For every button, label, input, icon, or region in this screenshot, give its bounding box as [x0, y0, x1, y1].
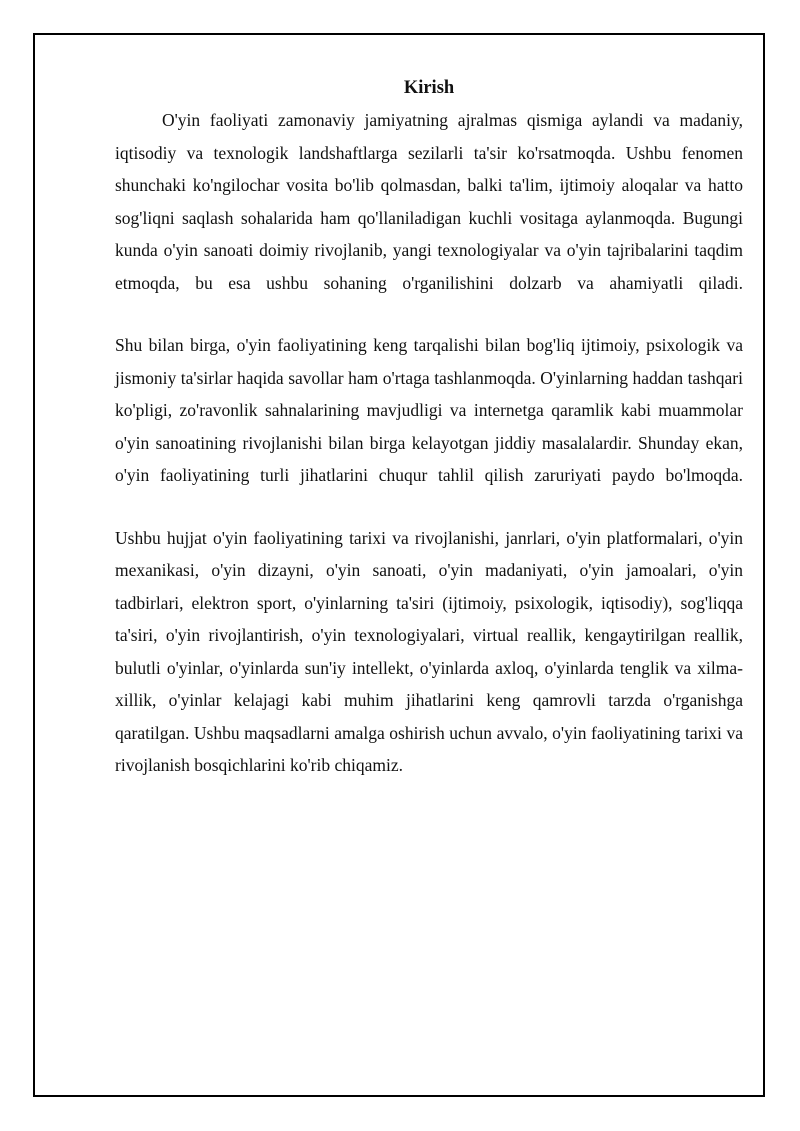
paragraph-gap — [115, 299, 743, 329]
document-title: Kirish — [403, 78, 455, 98]
paragraph-gap — [115, 492, 743, 522]
paragraph-scope: Ushbu hujjat o'yin faoliyatining tarixi va rivojlanishi, janrlari, o'yin platformalari, o'yin mexanikasi, o'yin dizayni, o'yin sanoati, o'yin madaniyati, o'yin jamoalari, o'yin tadbirlari, elektron sport, o'yinlarning ta'siri (ijtimoiy, psixologik, iqtisodiy), sog'liqqa ta'siri, o'yin rivojlantirish, o'yin texnologiyalari, virtual reallik, kengaytirilgan reallik, bulutli o'yinlar, o'yinlarda sun'iy intellekt, o'yinlarda axloq, o'yinlarda tenglik va xilma-xillik, o'yinlar kelajagi kabi muhim jihatlarini keng qamrovli tarzda o'rganishga qaratilgan. Ushbu maqsadlarni amalga oshirish uchun avvalo, o'yin faoliyatining tarixi va rivojlanish bosqichlarini ko'rib chiqamiz. — [115, 527, 743, 775]
document-body — [115, 72, 743, 782]
paragraph-impacts: Shu bilan birga, o'yin faoliyatining keng tarqalishi bilan bog'liq ijtimoiy, psixologik va jismoniy ta'sirlar haqida savollar ham o'rtaga tashlanmoqda. O'yinlarning haddan tashqari ko'pligi, zo'ravonlik sahnalarining mavjudligi va internetga qaramlik kabi muammolar o'yin sanoatining rivojlanishi bilan birga kelayotgan jiddiy masalalardir. Shunday ekan, o'yin faoliyatining turli jihatlarini chuqur tahlil qilish zaruriyati paydo bo'lmoqda. — [115, 335, 743, 485]
paragraph-intro: O'yin faoliyati zamonaviy jamiyatning ajralmas qismiga aylandi va madaniy, iqtisodiy va texnologik landshaftlarga sezilarli ta'sir ko'rsatmoqda. Ushbu fenomen shunchaki ko'ngilochar vosita bo'lib qolmasdan, balki ta'lim, ijtimoiy aloqalar va hatto sog'liqni saqlash sohalarida ham qo'llaniladigan kuchli vositaga aylanmoqda. Bugungi kunda o'yin sanoati doimiy rivojlanib, yangi texnologiyalar va o'yin tajribalarini taqdim etmoqda, bu esa ushbu sohaning o'rganilishini dolzarb va ahamiyatli qiladi. — [115, 110, 743, 293]
